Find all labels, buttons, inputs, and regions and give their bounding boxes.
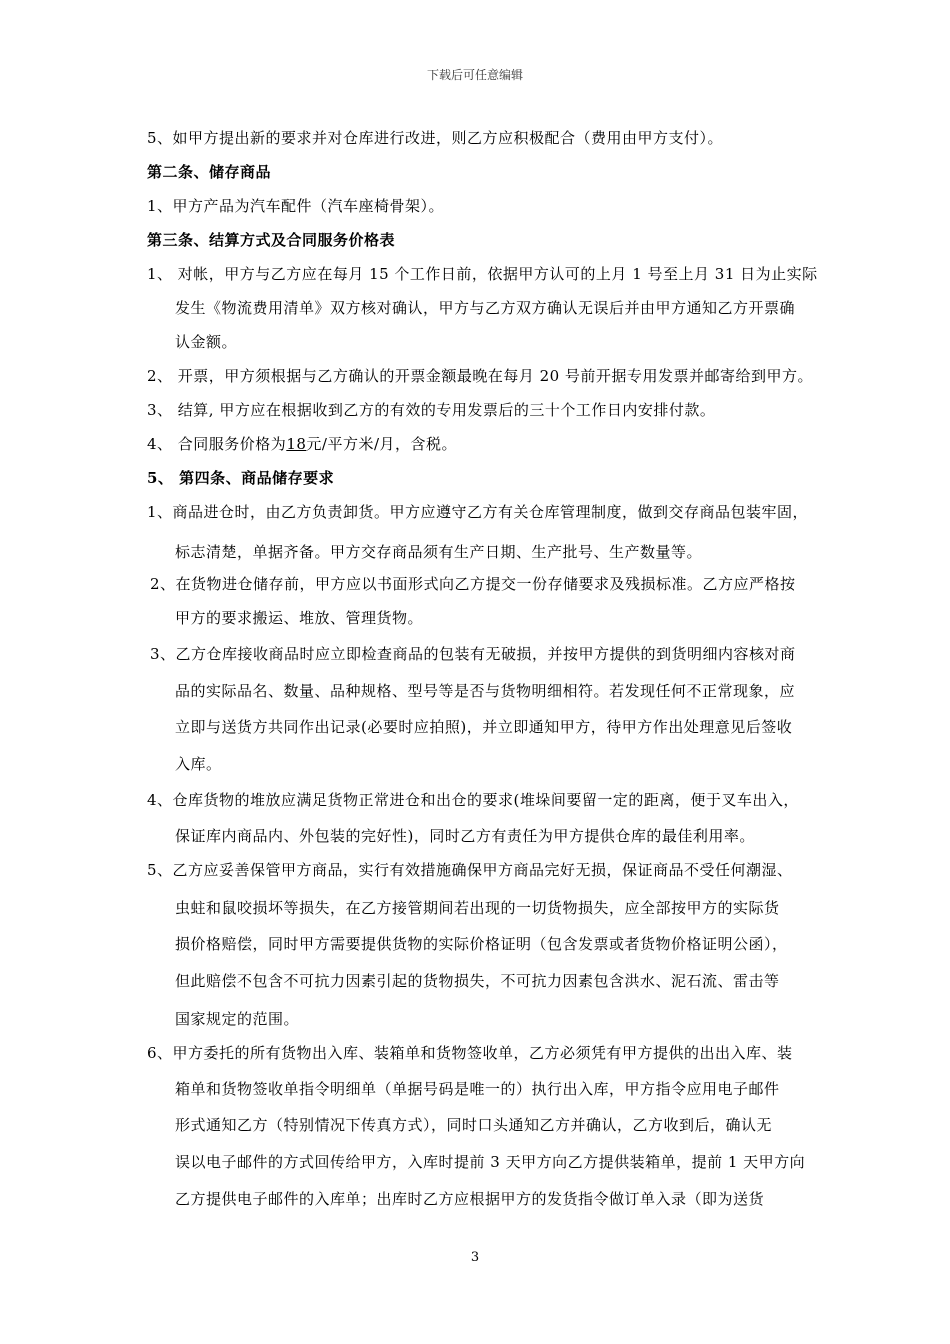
price-value: 18 [286, 435, 307, 453]
paragraph-line: 立即与送货方共同作出记录(必要时应拍照)，并立即通知甲方，待甲方作出处理意见后签收 [175, 718, 793, 736]
paragraph-line: 认金额。 [175, 333, 238, 351]
paragraph-line: 国家规定的范围。 [175, 1010, 300, 1028]
paragraph-line: 入库。 [175, 755, 222, 773]
price-unit: 元/平方米/月，含税。 [306, 435, 458, 453]
paragraph-line: 3、乙方仓库接收商品时应立即检查商品的包装有无破损，并按甲方提供的到货明细内容核对商 [150, 645, 796, 663]
paragraph-line: 5、如甲方提出新的要求并对仓库进行改进，则乙方应积极配合（费用由甲方支付）。 [147, 129, 724, 147]
paragraph-line: 4、仓库货物的堆放应满足货物正常进仓和出仓的要求(堆垛间要留一定的距离，便于叉车出入， [147, 791, 799, 809]
paragraph-line: 2、 开票，甲方须根据与乙方确认的开票金额最晚在每月 20 号前开据专用发票并邮寄给到甲方。 [147, 367, 813, 385]
paragraph-line: 2、在货物进仓储存前，甲方应以书面形式向乙方提交一份存储要求及残损标准。乙方应严格按 [150, 575, 796, 593]
paragraph-line: 甲方的要求搬运、堆放、管理货物。 [175, 609, 424, 627]
price-line [147, 433, 457, 454]
paragraph-line: 5、乙方应妥善保管甲方商品，实行有效措施确保甲方商品完好无损，保证商品不受任何潮湿、 [147, 861, 793, 879]
paragraph-line: 3、 结算, 甲方应在根据收到乙方的有效的专用发票后的三十个工作日内安排付款。 [147, 401, 716, 419]
paragraph-line: 1、商品进仓时，由乙方负责卸货。甲方应遵守乙方有关仓库管理制度，做到交存商品包装牢固， [147, 503, 809, 521]
paragraph-line: 误以电子邮件的方式回传给甲方，入库时提前 3 天甲方向乙方提供装箱单，提前 1 天甲方向 [175, 1153, 806, 1171]
paragraph-line: 标志清楚，单据齐备。甲方交存商品须有生产日期、生产批号、生产数量等。 [175, 543, 703, 561]
page-number: 3 [470, 1250, 480, 1265]
paragraph-line: 形式通知乙方（特别情况下传真方式），同时口头通知乙方并确认，乙方收到后，确认无 [175, 1116, 773, 1134]
price-label: 4、 合同服务价格为 [147, 435, 287, 453]
page-header: 下载后可任意编辑 [426, 68, 523, 82]
section-heading: 第二条、储存商品 [147, 163, 272, 181]
paragraph-line: 但此赔偿不包含不可抗力因素引起的货物损失，不可抗力因素包含洪水、泥石流、雷击等 [175, 972, 780, 990]
paragraph-line: 品的实际品名、数量、品种规格、型号等是否与货物明细相符。若发现任何不正常现象，应 [175, 682, 796, 700]
section-heading: 5、 第四条、商品储存要求 [147, 469, 335, 487]
paragraph-line: 1、甲方产品为汽车配件（汽车座椅骨架）。 [147, 197, 445, 215]
paragraph-line: 乙方提供电子邮件的入库单；出库时乙方应根据甲方的发货指令做订单入录（即为送货 [175, 1190, 765, 1208]
paragraph-line: 保证库内商品内、外包装的完好性)，同时乙方有责任为甲方提供仓库的最佳利用率。 [175, 827, 755, 845]
paragraph-line: 箱单和货物签收单指令明细单（单据号码是唯一的）执行出入库，甲方指令应用电子邮件 [175, 1080, 780, 1098]
paragraph-line: 损价格赔偿，同时甲方需要提供货物的实际价格证明（包含发票或者货物价格证明公函）， [175, 935, 788, 953]
paragraph-line: 发生《物流费用清单》双方核对确认，甲方与乙方双方确认无误后并由甲方通知乙方开票确 [175, 299, 796, 317]
paragraph-line: 6、甲方委托的所有货物出入库、装箱单和货物签收单，乙方必须凭有甲方提供的出出入库、装 [147, 1044, 793, 1062]
section-heading: 第三条、结算方式及合同服务价格表 [147, 231, 396, 249]
paragraph-line: 1、 对帐，甲方与乙方应在每月 15 个工作日前，依据甲方认可的上月 1 号至上月 31 日为止实际 [147, 265, 818, 283]
paragraph-line: 虫蛀和鼠咬损坏等损失，在乙方接管期间若出现的一切货物损失，应全部按甲方的实际货 [175, 899, 780, 917]
